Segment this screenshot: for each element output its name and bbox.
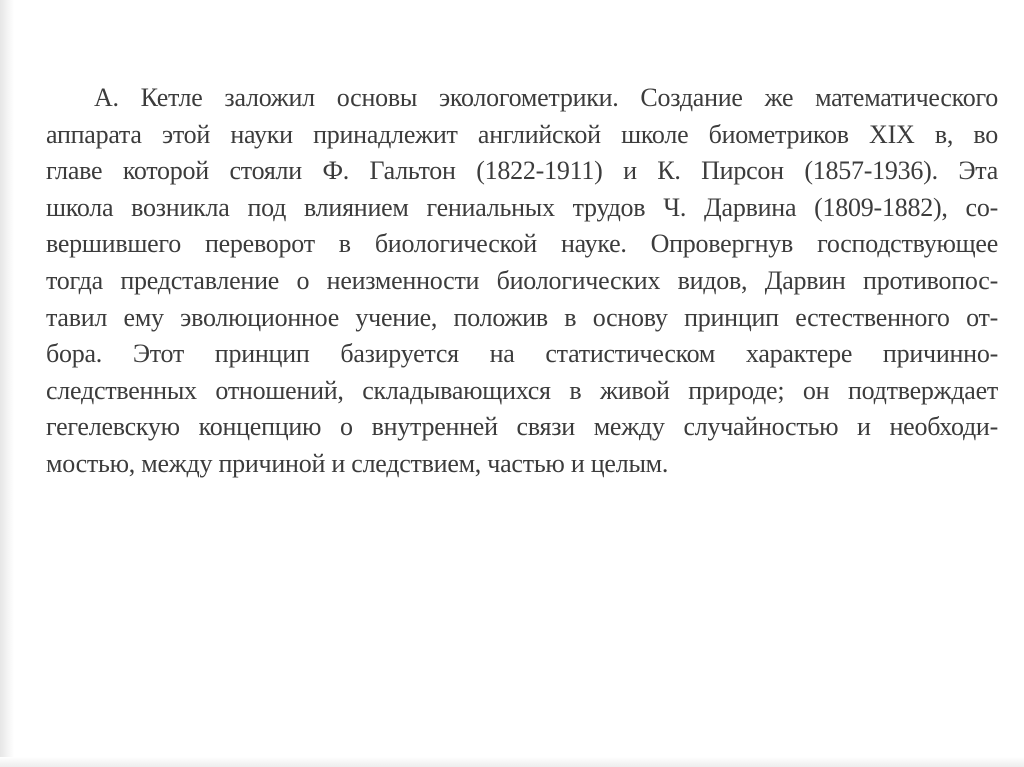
paragraph-line: главе которой стояли Ф. Гальтон (1822-1911) и К. Пирсон (1857-1936). Эта (46, 156, 998, 186)
paragraph-line: гегелевскую концепцию о внутренней связи между случайностью и необходи- (46, 412, 998, 442)
paragraph-line: тогда представление о неизменности биологических видов, Дарвин противопос- (46, 265, 998, 295)
paragraph-line: бора. Этот принцип базируется на статистическом характере причинно- (46, 339, 998, 369)
paragraph-line: аппарата этой науки принадлежит английской школе биометриков XIX в, во (46, 119, 998, 149)
slide-left-shadow (0, 0, 14, 767)
body-paragraph (46, 80, 998, 483)
paragraph-line: школа возникла под влиянием гениальных трудов Ч. Дарвина (1809-1882), со- (46, 192, 998, 222)
paragraph-line: следственных отношений, складывающихся в живой природе; он подтверждает (46, 375, 998, 405)
paragraph-line: вершившего переворот в биологической науке. Опровергнув господствующее (46, 229, 998, 259)
slide-bottom-shadow (0, 757, 1024, 767)
paragraph-line: А. Кетле заложил основы экологометрики. Создание же математического (94, 83, 998, 112)
paragraph-line-last: мостью, между причиной и следствием, частью и целым. (46, 448, 669, 478)
paragraph-line: тавил ему эволюционное учение, положив в основу принцип естественного от- (46, 302, 998, 332)
